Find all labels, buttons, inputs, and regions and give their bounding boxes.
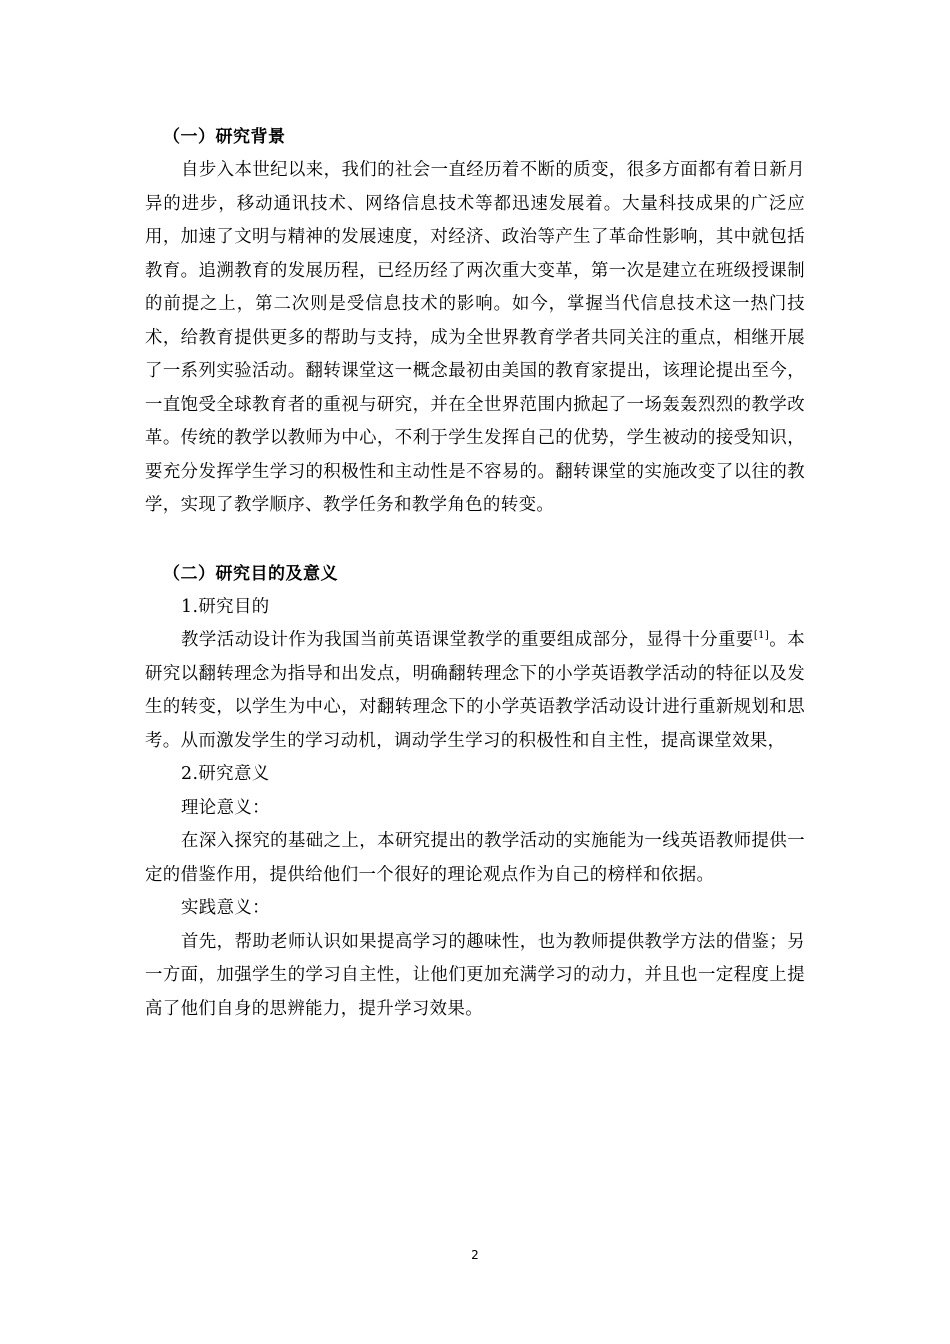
background-paragraph: 自步入本世纪以来，我们的社会一直经历着不断的质变，很多方面都有着日新月异的进步，移动通讯技术、网络信息技术等都迅速发展着。大量科技成果的广泛应用，加速了文明与精神的发展速度，对经济、政治等产生了革命性影响，其中就包括教育。追溯教育的发展历程，已经历经了两次重大变革，第一次是建立在班级授课制的前提之上，第二次则是受信息技术的影响。如今，掌握当代信息技术这一热门技术，给教育提供更多的帮助与支持，成为全世界教育学者共同关注的重点，相继开展了一系列实验活动。翻转课堂这一概念最初由美国的教育家提出，该理论提出至今，一直饱受全球教育者的重视与研究，并在全世界范围内掀起了一场轰轰烈烈的教学改革。传统的教学以教师为中心，不利于学生发挥自己的优势，学生被动的接受知识，要充分发挥学生学习的积极性和主动性是不容易的。翻转课堂的实施改变了以往的教学，实现了教学顺序、教学任务和教学角色的转变。 bbox=[145, 160, 805, 515]
subheading-significance: 2.研究意义 bbox=[181, 764, 270, 784]
citation-marker: [1] bbox=[753, 630, 770, 642]
purpose-paragraph bbox=[145, 624, 805, 758]
label-practice-significance: 实践意义： bbox=[181, 898, 270, 918]
purpose-text-part-a: 教学活动设计作为我国当前英语课堂教学的重要组成部分，显得十分重要 bbox=[181, 630, 754, 650]
section-gap bbox=[145, 523, 805, 557]
purpose-text-part-b: 。本研究以翻转理念为指导和出发点，明确翻转理念下的小学英语教学活动的特征以及发生的转变，以学生为中心，对翻转理念下的小学英语教学活动设计进行重新规划和思考。从而激发学生的学习动机，调动学生学习的积极性和自主性，提高课堂效果， bbox=[145, 630, 805, 751]
page-content bbox=[145, 120, 805, 1026]
page-number: 2 bbox=[471, 1248, 479, 1262]
section-heading-background: （一）研究背景 bbox=[163, 127, 286, 147]
subheading-purpose: 1.研究目的 bbox=[181, 596, 270, 617]
practice-paragraph: 首先，帮助老师认识如果提高学习的趣味性，也为教师提供教学方法的借鉴；另一方面，加强学生的学习自主性，让他们更加充满学习的动力，并且也一定程度上提高了他们自身的思辨能力，提升学习效果。 bbox=[145, 931, 805, 1019]
section-heading-purpose-significance: （二）研究目的及意义 bbox=[163, 563, 338, 584]
label-theory-significance: 理论意义： bbox=[181, 797, 270, 818]
theory-paragraph: 在深入探究的基础之上，本研究提出的教学活动的实施能为一线英语教师提供一定的借鉴作用，提供给他们一个很好的理论观点作为自己的榜样和依据。 bbox=[145, 831, 805, 885]
